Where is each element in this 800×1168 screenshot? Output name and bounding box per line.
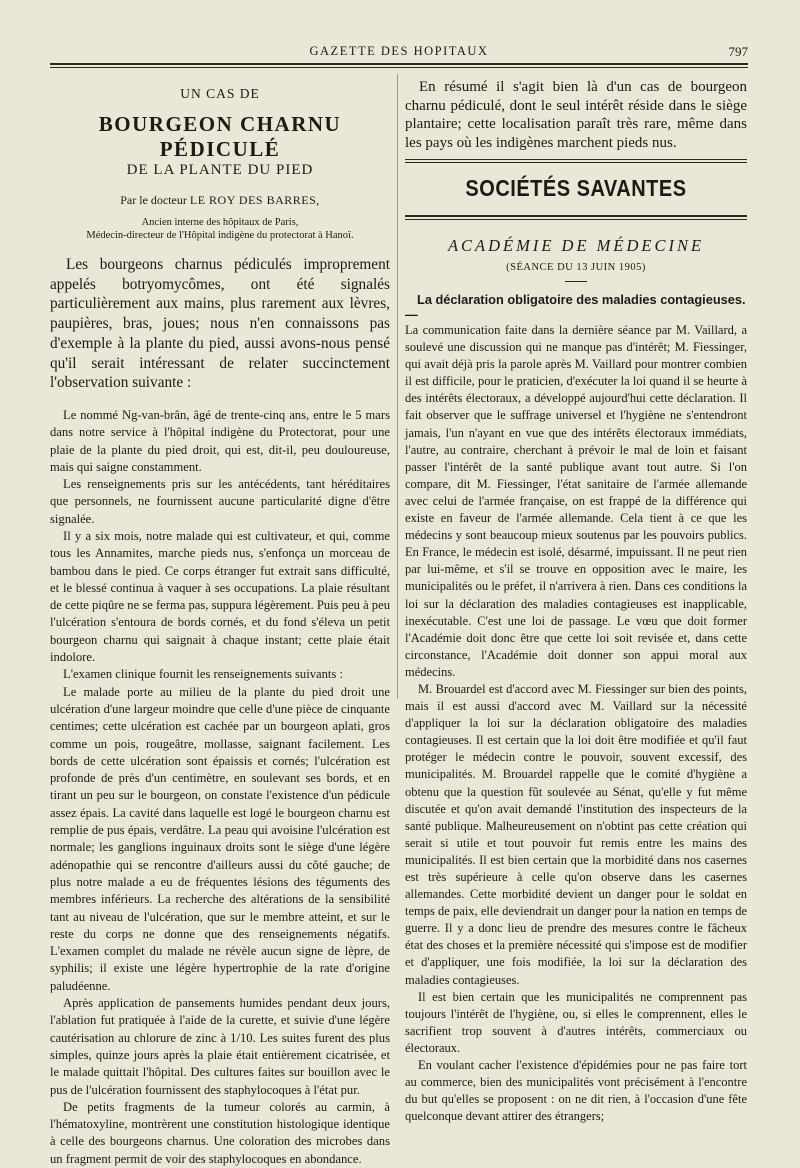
report-paragraph: La communication faite dans la dernière séance par M. Vaillard, a soulevé une discussion qui ne manque pas d'intérêt; M. Fiessinger, qui avait déjà pris la parole après M. Vaillard pour montrer combien il est difficile, pour le praticien, d'exécuter la loi quand il se heurte à des intérêts électoraux, a développé aujourd'hui cette déclaration. Il fait observer que le suffrage universel et l'hygiène ne s'entendront jamais, l'un n'ayant en vue que des intérêts électoraux immédiats, l'autre, au contraire, cherchant à prévoir le mal de loin et faisant passer l'intérêt de la santé publique avant tout autre. Si l'on compare, dit M. Fiessinger, l'état sanitaire de l'armée allemande avec celui de l'armée française, on est frappé de la différence qui existe en faveur de l'armée allemande. Cela tient à ce que les médecins y sont beaucoup mieux soutenus par les pouvoirs publics. En France, le médecin est isolé, désarmé, impuissant. Il ne peut rien par lui-même, et s'il se trouve en opposition avec le maire, les municipalités ou le préfet, il n'arrivera à rien. Dans ces conditions la loi sur la déclaration des maladies contagieuses est inapplicable, inexécutable. C'est une loi de passage. Le vœu que doit former l'Académie doit donc être que cette loi soit revisée et, dans cette circonstance, l'Académie doit donner son appui moral aux médecins. bbox=[405, 323, 747, 679]
session-date: (SÉANCE DU 13 JUIN 1905) bbox=[506, 262, 646, 273]
article-paragraph: Il y a six mois, notre malade qui est cultivateur, et qui, comme tous les Annamites, marche pieds nus, s'enfonça un morceau de bambou dans le pied. Ce corps étranger fut extrait sans difficulté, et le blessé continua à vaquer à ses occupations. La plaie résultant de cette piqûre ne se ferma pas, suppura légèrement. Puis peu à peu l'ulcération s'entoura de bords cornés, et du fond s'éleva un petit bourgeon charnu qui saignait à chaque instant; cette plaie était indolore. bbox=[50, 529, 390, 665]
author-name: LE ROY DES BARRES, bbox=[189, 193, 320, 207]
column-divider bbox=[397, 74, 398, 699]
section-divider bbox=[405, 159, 747, 163]
author-affiliation bbox=[50, 216, 390, 242]
section-title-rule-thin bbox=[405, 219, 747, 220]
article-kicker: UN CAS DE bbox=[180, 86, 260, 101]
affiliation-line-2: Médecin-directeur de l'Hôpital indigène du protectorat à Hanoï. bbox=[86, 230, 354, 241]
article-paragraph: Le malade porte au milieu de la plante du pied droit une ulcération d'une largeur moindre que celle d'une pièce de cinquante centimes; cette ulcération est cachée par un bourgeon aplati, gros comme un pois, rougeâtre, mollasse, saignant facilement. Les bords de cette ulcération sont épaissis et cornés; l'ulcération est profonde de près d'un centimètre, en soulevant ses bords, et en tirant un peu sur le bourgeon, on constate l'existence d'un pédicule assez épais. La cavité dans laquelle est logé le bourgeon charnu est remplie de pus épais, verdâtre. La peau qui avoisine l'ulcération est normale; les ganglions inguinaux droits sont le siège d'une légère adénopathie qui se rencontre d'ailleurs aussi du côté gauche; de plus notre malade a eu de fréquentes lésions des téguments des membres inférieurs. La recherche des altérations de la sensibilité tant au niveau de l'ulcération, que sur le membre atteint, et sur le reste du corps ne donne que des renseignements négatifs. L'examen complet du malade ne révèle aucun signe de lèpre, de syphilis; il existe une légère hypertrophie de la rate d'origine paludéenne. bbox=[50, 684, 390, 993]
article-paragraph: Après application de pansements humides pendant deux jours, l'ablation fut pratiquée à l'aide de la curette, et suivie d'une légère cautérisation au chlorure de zinc à 1/10. Les suites furent des plus simples, quinze jours après la plaie était entièrement cicatrisée, et le malade quittait l'hôpital. Des cultures faites sur bouillon avec le pus de l'ulcération fournissent des staphylocoques à l'état pur. bbox=[50, 996, 390, 1097]
section-title-rule bbox=[405, 215, 747, 217]
report-paragraph: En voulant cacher l'existence d'épidémies pour ne pas faire tort au commerce, bien des municipalités vont précisément à l'encontre du but qu'elles se proposent : on ne dit rien, à l'occasion d'une fête quelconque devant attirer des étrangers; bbox=[405, 1058, 747, 1124]
article-paragraph: De petits fragments de la tumeur colorés au carmin, à l'hématoxyline, montrèrent une constitution histologique identique à celle des bourgeons charnus. Une coloration des microbes dans un fragment permit de voir des staphylocoques en abondance. bbox=[50, 1099, 390, 1166]
byline bbox=[50, 193, 390, 208]
article-paragraph: L'examen clinique fournit les renseignements suivants : bbox=[63, 667, 343, 682]
header-rule bbox=[50, 63, 748, 65]
article-summary: En résumé il s'agit bien là d'un cas de bourgeon charnu pédiculé, dont le seul intérêt réside dans le siège plantaire; cette localisation paraît très rare, même dans les pays où les indigènes marchent pieds nus. bbox=[405, 79, 747, 151]
report-paragraph: M. Brouardel est d'accord avec M. Fiessinger sur bien des points, mais il est aussi d'accord avec M. Vaillard sur la nécessité d'appliquer la loi sur la déclaration obligatoire des maladies contagieuses. Il est certain que la loi doit être modifiée et qu'il faut protéger le médecin contre le pouvoir, souvent excessif, des municipalités. M. Brouardel rappelle que le comité d'hygiène a obtenu que la question fût soulevée au Sénat, qu'elle y fut même discutée et qu'on avait demandé l'institution des inspecteurs de la santé publique. Malheureusement on n'obtint pas cette création qui serait si utile et tout pouvoir fut remis entre les mains des municipalités. Il est bien certain que la morbidité dans nos casernes est très supérieure à celle qu'on observe dans les casernes allemandes. Cette morbidité devient un danger pour le soldat en temps de paix, elle deviendrait un danger pour la nation en temps de guerre. Il y a donc lieu de prendre des mesures contre le fâcheux état des choses et la première nécessité qui s'impose est de modifier et d'appliquer, une fois modifiée, la loi sur la déclaration des maladies contagieuses. bbox=[405, 681, 747, 987]
article-subtitle: DE LA PLANTE DU PIED bbox=[126, 162, 314, 178]
report-paragraph: Il est bien certain que les municipalités ne comprennent pas toujours l'intérêt de l'hygiène, ou, si elles le comprennent, elles le sacrifient trop souvent à d'autres intérêts, commerciaux ou électoraux. bbox=[405, 989, 747, 1055]
article-title: BOURGEON CHARNU PÉDICULÉ bbox=[98, 112, 342, 161]
right-column bbox=[405, 78, 747, 1125]
section-title: SOCIÉTÉS SAVANTES bbox=[465, 176, 687, 202]
header-rule-thin bbox=[50, 67, 748, 68]
page-number: 797 bbox=[728, 44, 748, 59]
running-head bbox=[50, 44, 748, 64]
article-lede: Les bourgeons charnus pédiculés improprement appelés botryomycômes, ont été signalés particulièrement aux mains, plus rarement aux lèvres, paupières, bras, joues; nous n'en connaissons pas d'exemple à la plante du pied, aussi avons-nous pensé qu'il serait intéressant de relater succinctement l'observation suivante : bbox=[50, 256, 390, 392]
running-title: GAZETTE DES HOPITAUX bbox=[309, 44, 489, 58]
byline-prefix: Par le docteur bbox=[120, 193, 190, 207]
article-paragraph: Les renseignements pris sur les antécédents, tant héréditaires que personnels, ne fournissent aucune particularité digne d'être signalée. bbox=[50, 477, 390, 526]
affiliation-line-1: Ancien interne des hôpitaux de Paris, bbox=[141, 217, 299, 228]
short-divider bbox=[565, 281, 587, 282]
report-subhead: La déclaration obligatoire des maladies contagieuses. — bbox=[405, 292, 746, 322]
article-paragraph: Le nommé Ng-van-brân, âgé de trente-cinq ans, entre le 5 mars dans notre service à l'hôpital indigène du Protectorat, pour une plaie de la plante du pied droit, qui est, dit-il, peu douloureuse, mais qui saigne constamment. bbox=[50, 407, 390, 474]
academy-heading: ACADÉMIE DE MÉDECINE bbox=[447, 236, 705, 255]
left-column bbox=[50, 78, 390, 1168]
